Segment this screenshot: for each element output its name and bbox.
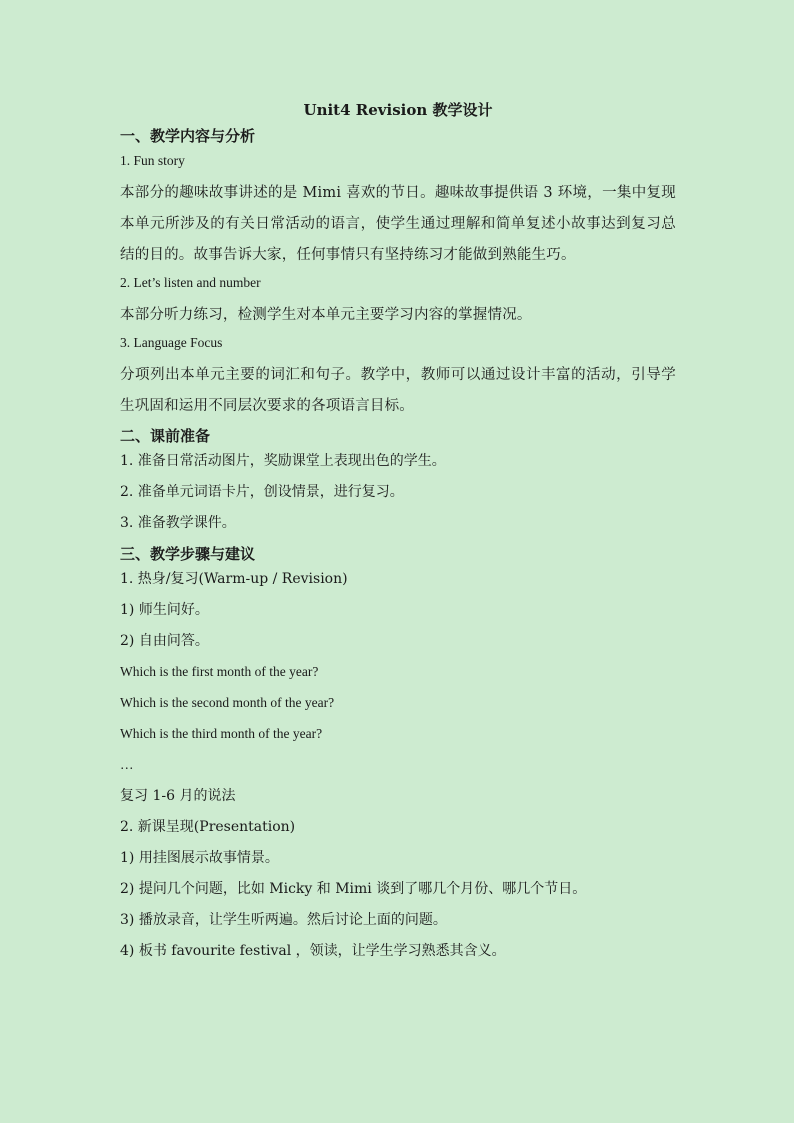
listen-number-paragraph: 本部分听力练习，检测学生对本单元主要学习内容的掌握情况。: [120, 307, 532, 323]
ellipsis-line: …: [120, 757, 134, 772]
step-line: 2) 提问几个问题，比如 Micky 和 Mimi 谈到了哪几个月份、哪几个节日。: [120, 881, 587, 897]
step-line: 1) 用挂图展示故事情景。: [120, 850, 279, 866]
document-page: [120, 96, 676, 972]
step-line: 2) 自由问答。: [120, 633, 209, 649]
document-title: Unit4 Revision 教学设计: [303, 101, 493, 119]
step-line: 2. 新课呈现(Presentation): [120, 819, 296, 835]
question-line: Which is the second month of the year?: [120, 695, 335, 710]
listen-number-heading: 2. Let’s listen and number: [120, 275, 261, 290]
question-line: Which is the third month of the year?: [120, 726, 323, 741]
preparation-item: 1. 准备日常活动图片，奖励课堂上表现出色的学生。: [120, 453, 446, 469]
preparation-item: 3. 准备教学课件。: [120, 515, 236, 531]
step-line: 1) 师生问好。: [120, 602, 209, 618]
step-line: 1. 热身/复习(Warm-up / Revision): [120, 571, 348, 587]
fun-story-heading: 1. Fun story: [120, 153, 185, 168]
language-focus-paragraph: 分项列出本单元主要的词汇和句子。教学中，教师可以通过设计丰富的活动，引导学生巩固和运用不同层次要求的各项语言目标。: [120, 367, 676, 414]
language-focus-heading: 3. Language Focus: [120, 335, 223, 350]
section-heading-teaching-steps: 三、教学步骤与建议: [120, 545, 256, 563]
section-heading-preparation: 二、课前准备: [120, 427, 211, 445]
question-line: Which is the first month of the year?: [120, 664, 319, 679]
step-line: 复习 1-6 月的说法: [120, 788, 236, 804]
preparation-item: 2. 准备单元词语卡片，创设情景，进行复习。: [120, 484, 404, 500]
section-heading-content-analysis: 一、教学内容与分析: [120, 127, 256, 145]
step-line: 4) 板书 favourite festival ，领读，让学生学习熟悉其含义。: [120, 943, 506, 959]
step-line: 3) 播放录音，让学生听两遍。然后讨论上面的问题。: [120, 912, 447, 928]
fun-story-paragraph: 本部分的趣味故事讲述的是 Mimi 喜欢的节日。趣味故事提供语 3 环境，一集中复现本单元所涉及的有关日常活动的语言，使学生通过理解和简单复述小故事达到复习总结的目的。故事告诉大家，任何事情只有坚持练习才能做到熟能生巧。: [120, 185, 676, 263]
